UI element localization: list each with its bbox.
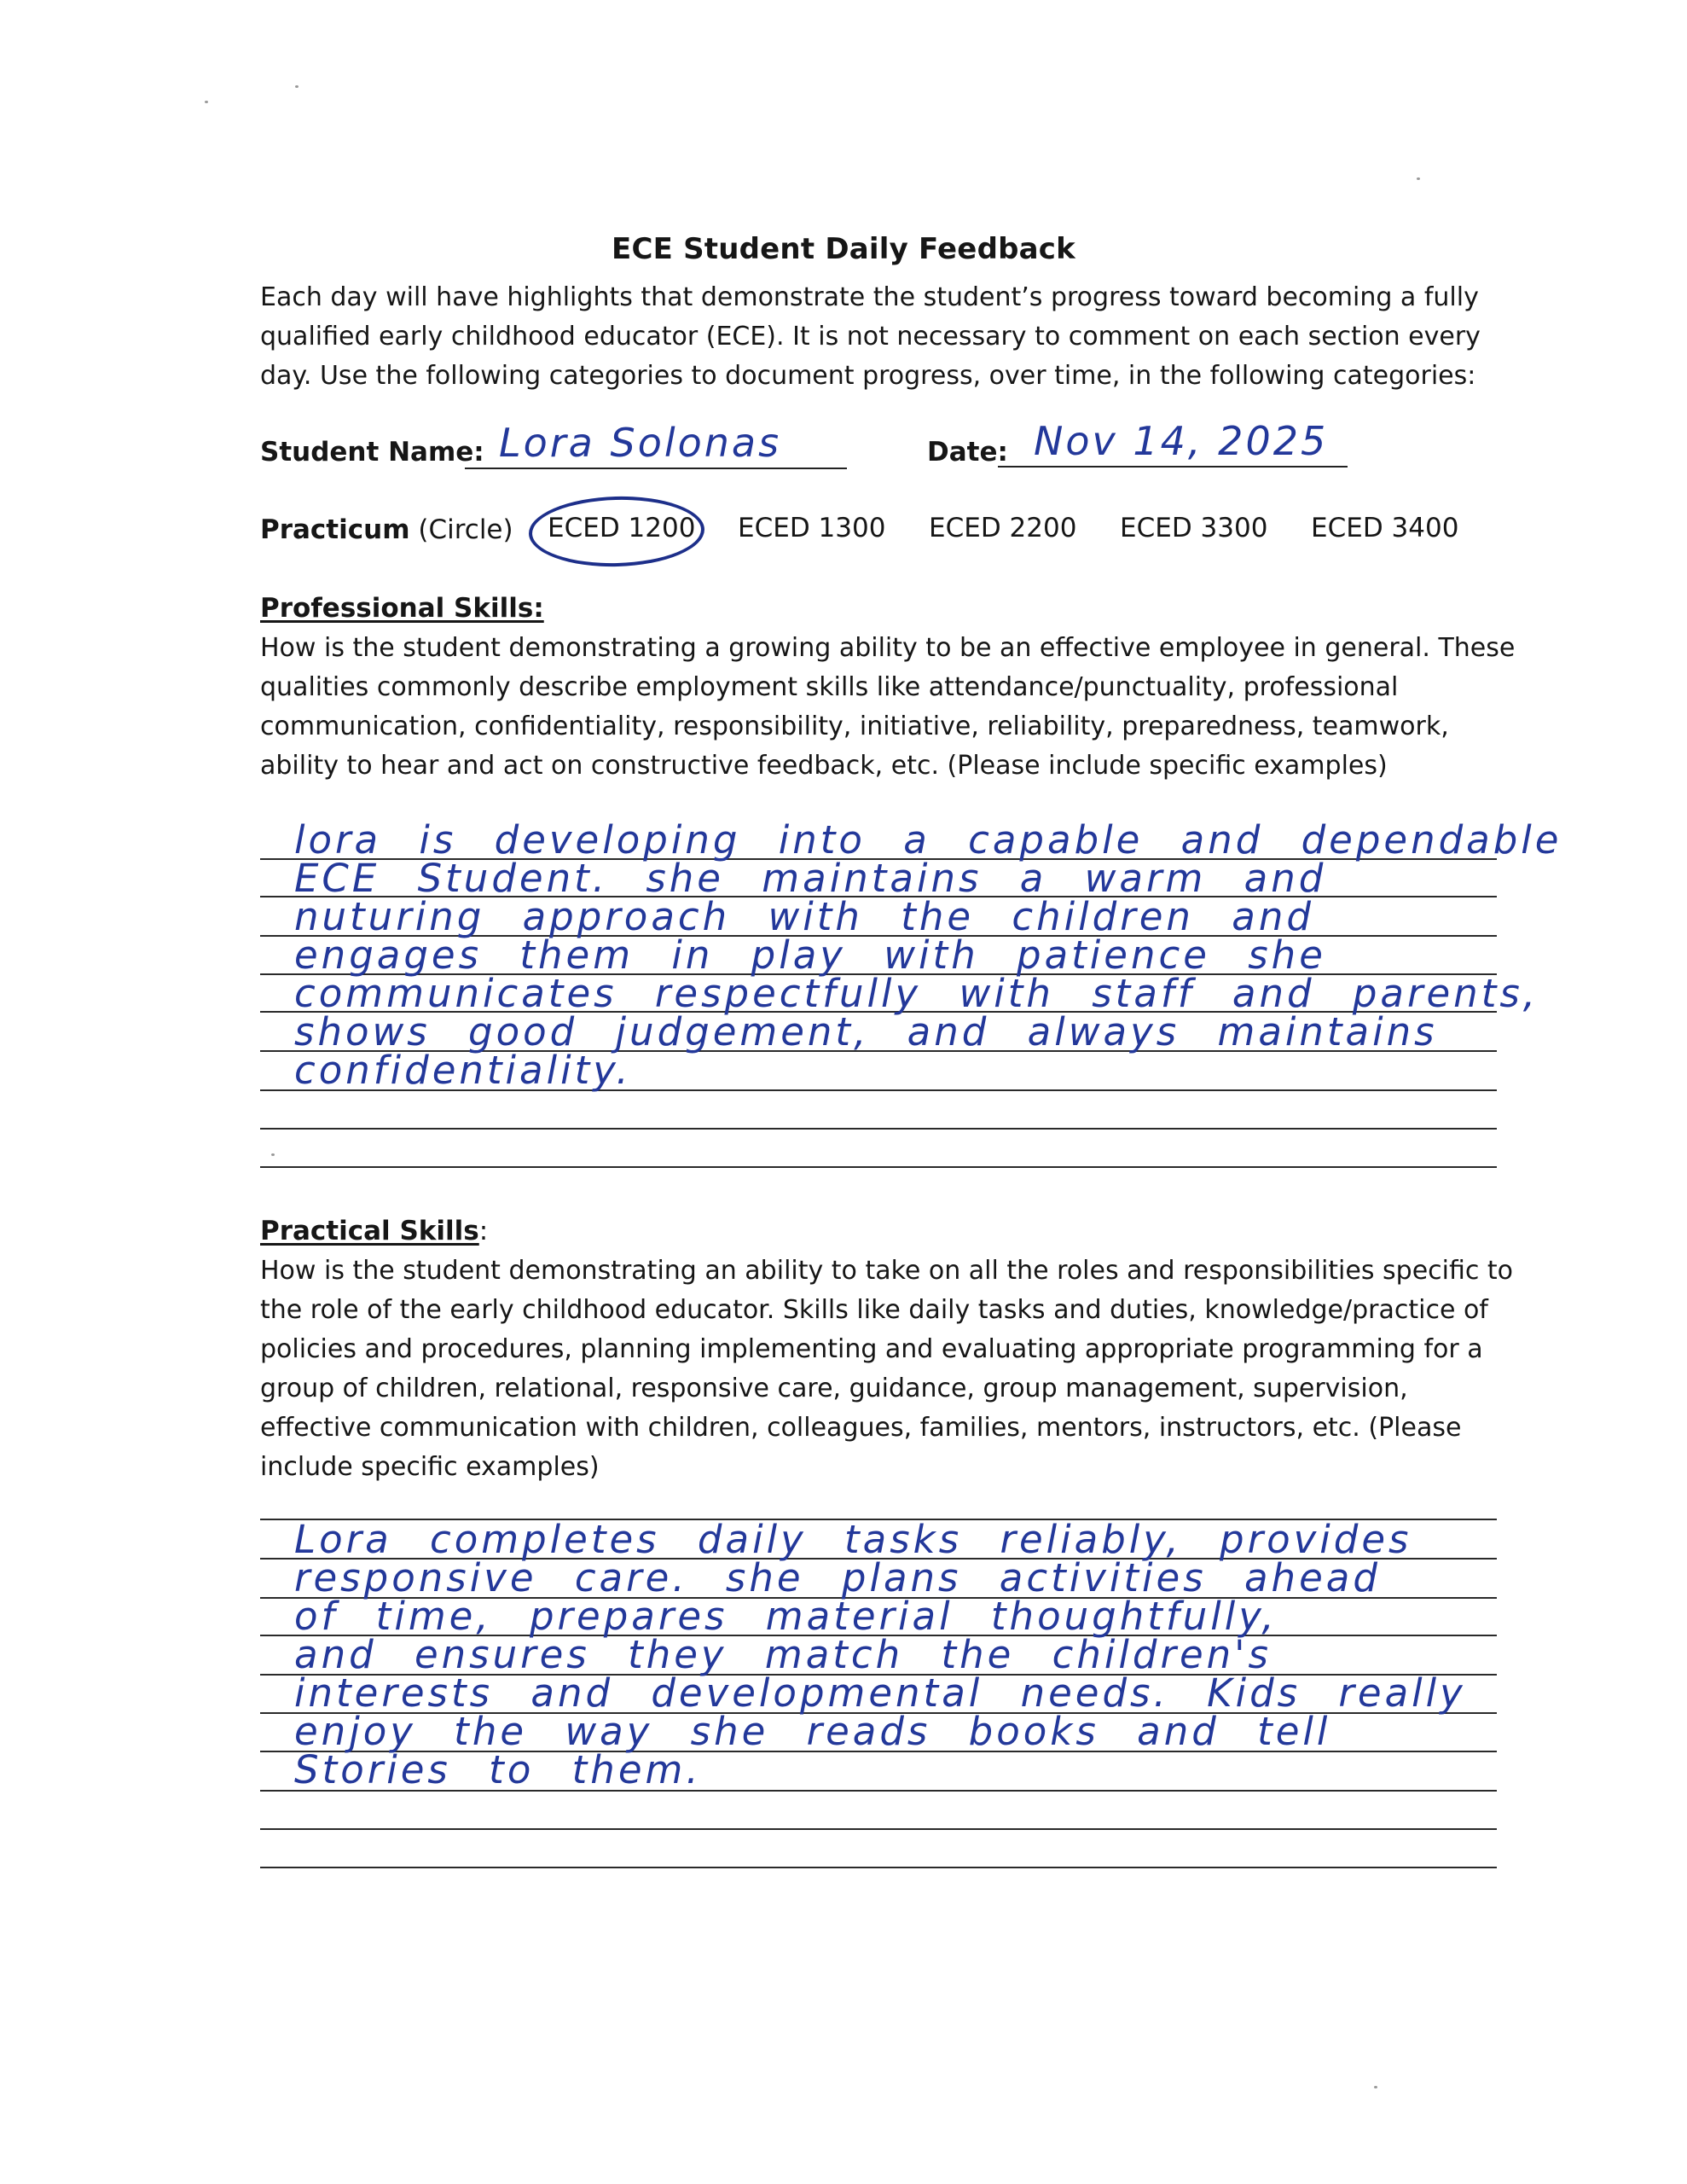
practical-response[interactable] — [294, 1517, 1591, 1792]
student-name-label: Student Name: — [260, 437, 484, 468]
response-line: responsive care. she plans activities ahead — [294, 1555, 1381, 1600]
scan-speck — [1417, 177, 1420, 180]
scan-speck — [295, 85, 299, 88]
practicum-label — [260, 514, 513, 545]
response-line: enjoy the way she reads books and tell — [294, 1709, 1331, 1754]
response-line: interests and developmental needs. Kids really — [294, 1670, 1466, 1716]
ruled-line — [260, 1828, 1497, 1830]
practical-skills-description: How is the student demonstrating an ability to take on all the roles and responsibilities specific to the role of the early childhood educator. Skills like daily tasks and duties, knowledge/practice of policies and procedures, planning implementing and evaluating appropriate programming for a group of children, relational, responsive care, guidance, group management, supervision, effective communication with children, colleagues, families, mentors, instructors, etc. (Please include specific examples) — [260, 1256, 1514, 1482]
date-label: Date: — [927, 437, 1008, 468]
professional-response[interactable] — [294, 817, 1591, 1093]
response-line: lora is developing into a capable and dependable — [294, 817, 1562, 863]
practical-skills-title: Practical Skills — [260, 1216, 479, 1246]
response-line: ECE Student. she maintains a warm and — [294, 856, 1327, 901]
student-name-line — [465, 468, 847, 469]
ruled-line — [260, 1128, 1497, 1130]
professional-skills-description: How is the student demonstrating a growing ability to be an effective employee in general. These qualities commonly describe employment skills like attendance/punctuality, professional communication, confidentiality, responsibility, initiative, reliability, preparedness, teamwork, ability to hear and act on constructive feedback, etc. (Please include specific examples) — [260, 633, 1516, 781]
scan-speck — [1374, 2086, 1377, 2088]
response-line: nuturing approach with the children and — [294, 894, 1314, 939]
form-intro: Each day will have highlights that demonstrate the student’s progress toward becoming a fully qualified early childhood educator (ECE). It is not necessary to comment on each section every day. Use the following categories to document progress, over time, in the following categories: — [260, 282, 1481, 391]
response-line: Stories to them. — [294, 1747, 702, 1792]
practicum-label-text: Practicum — [260, 514, 410, 545]
professional-skills-title: Professional Skills: — [260, 593, 544, 624]
date-value[interactable]: Nov 14, 2025 — [1034, 418, 1329, 464]
student-name-value[interactable]: Lora Solonas — [499, 420, 782, 466]
scan-speck — [205, 101, 208, 103]
practicum-option-eced-3400[interactable]: ECED 3400 — [1311, 513, 1459, 543]
practicum-option-eced-2200[interactable]: ECED 2200 — [929, 513, 1077, 543]
response-line: and ensures they match the children's — [294, 1632, 1272, 1677]
selected-practicum-circle — [528, 494, 705, 568]
practicum-option-eced-3300[interactable]: ECED 3300 — [1120, 513, 1268, 543]
date-line — [998, 466, 1348, 468]
scan-speck — [271, 1153, 275, 1156]
practical-skills-colon: : — [478, 1216, 489, 1246]
response-line: confidentiality. — [294, 1048, 632, 1093]
practicum-option-eced-1200[interactable]: ECED 1200 — [548, 513, 696, 543]
ruled-line — [260, 1867, 1497, 1868]
ruled-line — [260, 1166, 1497, 1168]
response-line: communicates respectfully with staff and parents, — [294, 971, 1539, 1016]
response-line: of time, prepares material thoughtfully, — [294, 1594, 1278, 1639]
practicum-option-eced-1300[interactable]: ECED 1300 — [738, 513, 886, 543]
form-title: ECE Student Daily Feedback — [612, 232, 1075, 266]
response-line: shows good judgement, and always maintains — [294, 1009, 1438, 1054]
response-line: Lora completes daily tasks reliably, provides — [294, 1517, 1412, 1562]
professional-skills-heading — [260, 593, 544, 624]
response-line: engages them in play with patience she — [294, 932, 1326, 978]
practical-skills-heading — [260, 1216, 488, 1246]
practicum-hint: (Circle) — [418, 514, 513, 545]
